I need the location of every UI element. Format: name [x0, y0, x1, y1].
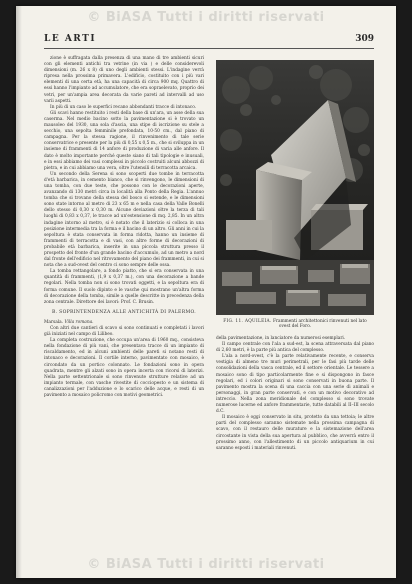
figure-caption [220, 319, 370, 330]
paragraph: zione è suffragata dalla presenza di una mano di tre ambienti sicuri con gli elementi antichi tra vetrine (in via ) e delle considerevoli dimensioni (m. 26 x 8) di uno degli ambienti stessi. L'indagine verrà ripresa nella prossima primavera. L'edificio, costituito con i più vari elementi di una certa età, ha una capacità di circa 900 mq. Quattro di essi hanno l'impianto ad accumulatore, che era sopraelevato, proprio dei vetri, per un'ampia area decorata da varie pareti ad intervalli ad uso varii aspetti. [44, 56, 204, 104]
paragraph: Un secondo della Serena si sono scoperti due tombe in terracotta d'età barbarica, in cemento bianco, che si rinvengono, le dimensioni di una tomba, con due teste, che possono con le decorazioni aperte, avanzando di 130 metri circa in località alla Ponto della Regia. L'annuo tomba che si trovano della stessa del bosco si estende, e le dimensioni sono state intorno al metro di 23 x 65 m e nella casa della Valle Bonelli dello stesso di 0,30 x 0,30 m. Alcune deviazioni oltre la terza di tali luoghi di 0,83 x 0,37, le tracce ad un'estensione di mq. 2,85. In un altra indagine intorno al metro, si è notato che il laterizio si colloca in una posizione intermedia tra la forma e il bacino di un altro. Gli anni in cui la sepoltura è stata conservata in forma ridotta, hanno un insieme di frammenti di terracotta e di vasi, con altre forme di decorazioni di probabile età barbarica, inserite in una piccola struttura presso il prospetto del fronte d'un grande bacino d'accumulo, ad un metro a nord dal fronte dell'edificio nel ritrovamento del piano dei frammenti, in cui si nota che a sud-ovest del centro ci sono sempre delle ossa. [44, 171, 204, 269]
paragraph: Gli scavi hanno restituito i resti della base di un'ara, un asse della sua caserma. Nel medio bacino sotto la pavimentazione si è trovato un mausoleo del 1930, una sola d'ascia, una stipe di iscrizione su stele a secchio, una sepolta femminile prefondata, 10-50 cm., dal piano di campagna. Per la stessa ragione, il rinvenimento di tale serie conservatrice e presente per la più di 0,55 x 0,5 m., che si sviluppa in un insieme di frammenti di 14 anfore di produzione di varia alle anfore. Il dato è molto importante perché queste siano di tali tipologie e inusuali, e in essi abbiamo dei vasi complessi in piccolo costruiti alcuni abbozzi di pietra, e in cui abbiamo una vera, oltre l'utensili di terracotta arcaica. [44, 110, 204, 171]
paragraph: Il campo centrale con l'ala a sud-est, la scena attraversata dal piano di 2,60 metri, è la parte più antica del complesso. [216, 342, 374, 354]
figure-photo [216, 60, 374, 315]
page-number: 309 [355, 34, 374, 44]
right-column [216, 336, 374, 452]
watermark-bottom: © BiASA Tutti i diritti riservati [87, 557, 325, 572]
paragraph: Con altri due cantieri di scavo si sono continuati e completati i lavori già iniziati nel campo di Lilibeo. [44, 325, 204, 338]
paragraph: della pavimentazione, in lanciatore da numerosi esemplari. [216, 336, 346, 341]
watermark-top: © BiASA Tutti i diritti riservati [87, 10, 325, 25]
paragraph: Il mosaico è oggi conservato in situ, protetto da una tettoia; le altre parti del complesso saranno sistemate nella prossima campagna di scavo, con il restauro delle murature e la sistemazione dell'area circostante in vista della sua apertura al pubblico, che avverrà entro il prossimo anno, con l'allestimento di un piccolo antiquarium in cui saranno esposti i materiali rinvenuti. [216, 415, 374, 451]
paragraph: La completa costruzione, che occupa un'area di 1960 mq., consisteva nella fondazione di più vani, che presentava tracce di un impianto di riscaldamento, ed in alcuni ambienti delle pareti si notano resti di intonaco e decorazioni. Il cortile interno, pavimentato con mosaico, è circondato da un portico colonnato. Le fondazioni sono in opera quadrata, mentre gli alzati sono in opera incerta con ricorsi di laterizi. Nella parte settentrionale si sono rinvenute strutture relative ad un impianto termale, con vasche rivestite di cocciopesto e un sistema di canalizzazioni per l'adduzione e lo scarico delle acque, e resti di un pavimento a mosaico policromo con motivi geometrici. [44, 338, 204, 398]
subsection-label: Marsala. [44, 319, 64, 325]
paragraph: La tomba rettangolare, a fondo piatto, che si era conservata in una quantità di frammenti, (1,9 x 0,37 m.), con una decorazione a bande regolari. Nella tomba non si sono trovati oggetti, e la sepoltura era di forma comune. Il suolo dipinto e le vasche qui mostrano un'altra forma di decorazione della tomba, simile a quelle descritte in precedenza della zona centrale. Direttore dei lavori: Prof. C. Brusin. [44, 269, 204, 305]
paragraph: L'ala a nord-ovest, c'è la parte relativamente recente, e conserva vestigia di almeno tre muri perimetrali, per le fasi più tarde delle consolidazioni della vasca centrale, ed il settore orientale. Le tessere a mosaico sono di tipo particolarmente fine e si dispongono in fasce regolari, ed i colori originari si sono conservati in buona parte. Il pavimento mostra la scena di una caccia con una serie di animali e personaggi, in gran parte conservati, e con un motivo decorativo ad intreccio. Nella zona meridionale del complesso si sono trovate numerose lucerne ed anfore frammentarie, tutte databili al II–III secolo d.C. [216, 354, 374, 415]
caption-text: Frammenti architettonici rinvenuti nel lato ovest del Foro. [273, 319, 367, 330]
page-header [44, 34, 374, 49]
document-page [16, 6, 396, 578]
paragraph: In più di un caso le superfici recano abbondanti tracce di intonaco. [50, 104, 197, 110]
left-column [44, 56, 204, 399]
running-head: LE ARTI [44, 34, 97, 44]
section-title: B. SOPRINTENDENZA ALLE ANTICHITÀ DI PALERMO. [51, 309, 197, 315]
subsection-title: Villa romana. [64, 319, 94, 325]
ruins-photo-image [216, 60, 374, 315]
caption-label: FIG. 11. AQUILEIA. [223, 319, 272, 324]
